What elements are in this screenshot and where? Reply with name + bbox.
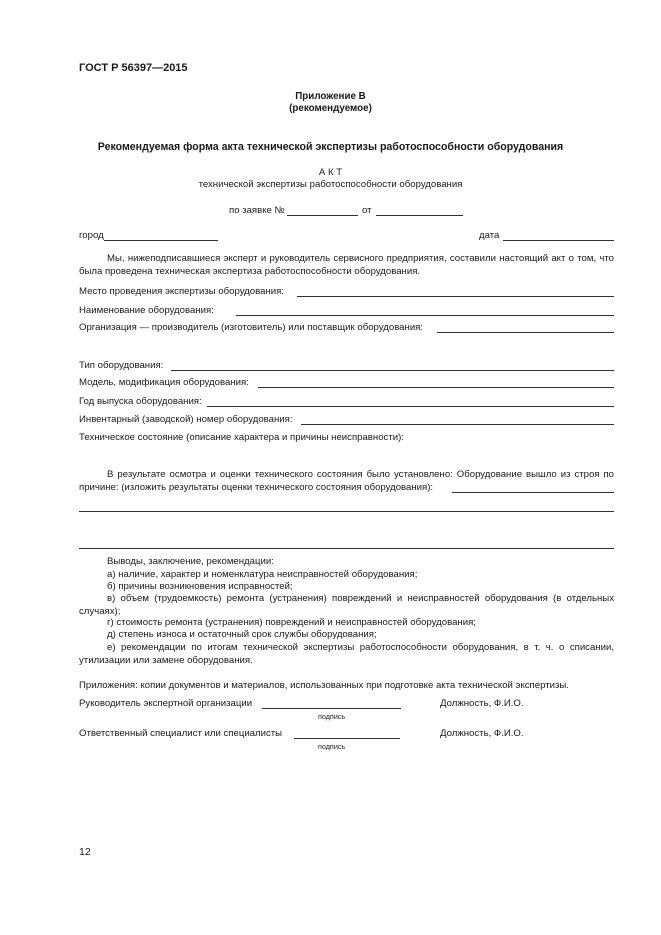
tech-state-label: Техническое состояние (описание характера и причины неисправности): [79,432,404,443]
signature-field-specialist[interactable] [294,738,400,739]
field-inventory[interactable] [301,424,614,425]
field-model[interactable] [258,387,614,388]
signature-label-head: Руководитель экспертной организации [79,698,253,709]
act-subtitle: технической экспертизы работоспособности оборудования [198,179,463,190]
signature-caption-head: подпись [318,712,346,721]
field-equipment-name[interactable] [236,315,614,316]
field-label-location: Место проведения экспертизы оборудования: [79,286,284,297]
appendix-subtitle: (рекомендуемое) [289,103,372,114]
field-label-model: Модель, модификация оборудования: [79,377,249,388]
field-type[interactable] [171,370,614,371]
request-date-field[interactable] [376,215,463,216]
field-result-line-2[interactable] [79,511,614,512]
conclusions-title: Выводы, заключение, рекомендации: [107,556,274,567]
field-location[interactable] [297,296,614,297]
city-label: город [79,230,104,241]
result-paragraph [79,469,614,494]
conclusion-item-b: б) причины возникновения исправностей; [107,581,293,592]
conclusion-item-a: а) наличие, характер и номенклатура неисправностей оборудования; [107,569,418,580]
field-label-year: Год выпуска оборудования: [79,396,202,407]
request-number-field[interactable] [287,215,358,216]
appendix-title: Приложение В [295,91,366,102]
field-result-line-3[interactable] [79,548,614,549]
intro-paragraph: Мы, нижеподписавшиеся эксперт и руководитель сервисного предприятия, составили настоящий акт о том, что была проведена техническая экспертиза работоспособности оборудования. [79,253,614,277]
signature-position-head: Должность, Ф.И.О. [440,698,524,709]
field-result[interactable] [452,492,614,493]
field-label-equipment-name: Наименование оборудования: [79,305,214,316]
conclusion-item-e: д) степень износа и остаточный срок службы оборудования; [107,629,377,640]
field-label-manufacturer: Организация — производитель (изготовитель) или поставщик оборудования: [79,322,424,333]
field-label-type: Тип оборудования: [79,360,164,371]
act-title: А К Т [318,167,343,178]
conclusion-item-f: е) рекомендации по итогам технической экспертизы работоспособности оборудования, в т. ч. о списании, утилизации или замене оборудования. [79,642,614,666]
result-text: В результате осмотра и оценки технического состояния было установлено: Оборудование вышло из строя по причине: (изложить результаты оценки технического состояния оборудования): [79,469,614,493]
signature-caption-specialist: подпись [318,742,346,751]
from-label: от [362,205,372,216]
field-label-inventory: Инвентарный (заводской) номер оборудования: [79,414,293,425]
request-label: по заявке № [229,205,285,216]
signature-position-specialist: Должность, Ф.И.О. [440,728,524,739]
date-field[interactable] [503,240,614,241]
field-manufacturer[interactable] [437,332,614,333]
signature-field-head[interactable] [262,708,401,709]
field-year[interactable] [207,406,614,407]
signature-label-specialist: Ответственный специалист или специалисты [79,728,283,739]
attachments-text: Приложения: копии документов и материалов, использованных при подготовке акта технической экспертизы. [79,680,569,691]
date-label: дата [479,230,500,241]
city-field[interactable] [104,240,218,241]
form-title: Рекомендуемая форма акта технической экспертизы работоспособности оборудования [97,141,564,153]
conclusion-item-d: г) стоимость ремонта (устранения) повреждений и неисправностей оборудования; [107,617,476,628]
page-number: 12 [79,846,91,858]
conclusion-item-c: в) объем (трудоемкость) ремонта (устранения) повреждений и неисправностей оборудования (в отдельных случаях); [79,593,614,617]
document-header: ГОСТ Р 56397—2015 [79,62,188,74]
